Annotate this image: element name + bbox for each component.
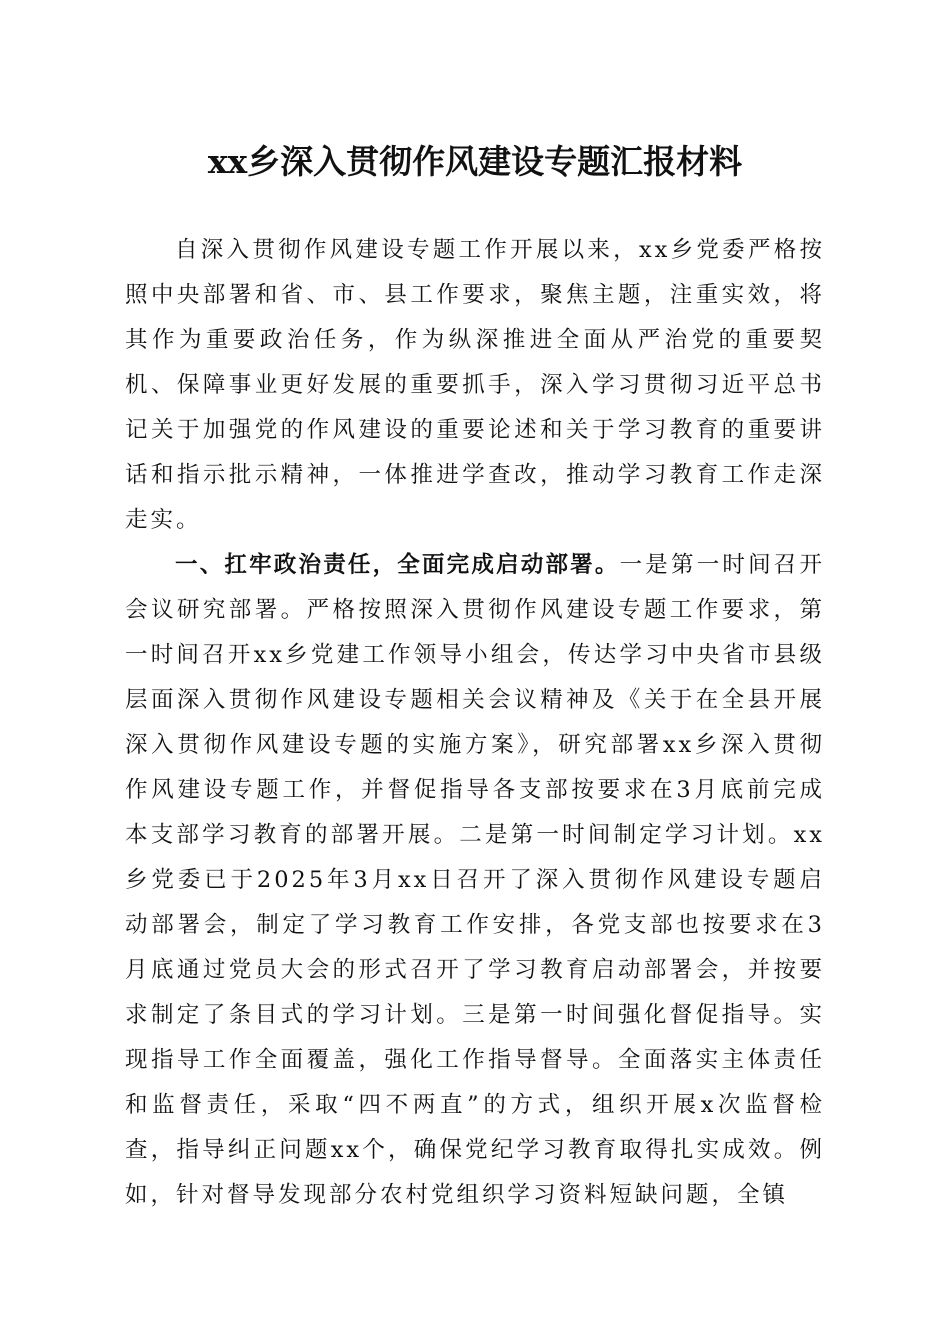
document-body: [125, 228, 825, 1218]
section-1-body: 一是第一时间召开会议研究部署。严格按照深入贯彻作风建设专题工作要求，第一时间召开xx乡党建工作领导小组会，传达学习中央省市县级层面深入贯彻作风建设专题相关会议精神及《关于在全县开展深入贯彻作风建设专题的实施方案》，研究部署xx乡深入贯彻作风建设专题工作，并督促指导各支部按要求在3月底前完成本支部学习教育的部署开展。二是第一时间制定学习计划。xx乡党委已于2025年3月xx日召开了深入贯彻作风建设专题启动部署会，制定了学习教育工作安排，各党支部也按要求在3月底通过党员大会的形式召开了学习教育启动部署会，并按要求制定了条目式的学习计划。三是第一时间强化督促指导。实现指导工作全面覆盖，强化工作指导督导。全面落实主体责任和监督责任，采取“四不两直”的方式，组织开展x次监督检查，指导纠正问题xx个，确保党纪学习教育取得扎实成效。例如，针对督导发现部分农村党组织学习资料短缺问题，全镇: [125, 552, 825, 1208]
section-1-paragraph: [125, 543, 825, 1218]
section-1-heading: 一、扛牢政治责任，全面完成启动部署。: [175, 552, 620, 578]
document-title: xx乡深入贯彻作风建设专题汇报材料: [207, 142, 743, 181]
intro-paragraph: 自深入贯彻作风建设专题工作开展以来，xx乡党委严格按照中央部署和省、市、县工作要求，聚焦主题，注重实效，将其作为重要政治任务，作为纵深推进全面从严治党的重要契机、保障事业更好发展的重要抓手，深入学习贯彻习近平总书记关于加强党的作风建设的重要论述和关于学习教育的重要讲话和指示批示精神，一体推进学查改，推动学习教育工作走深走实。: [125, 237, 825, 533]
